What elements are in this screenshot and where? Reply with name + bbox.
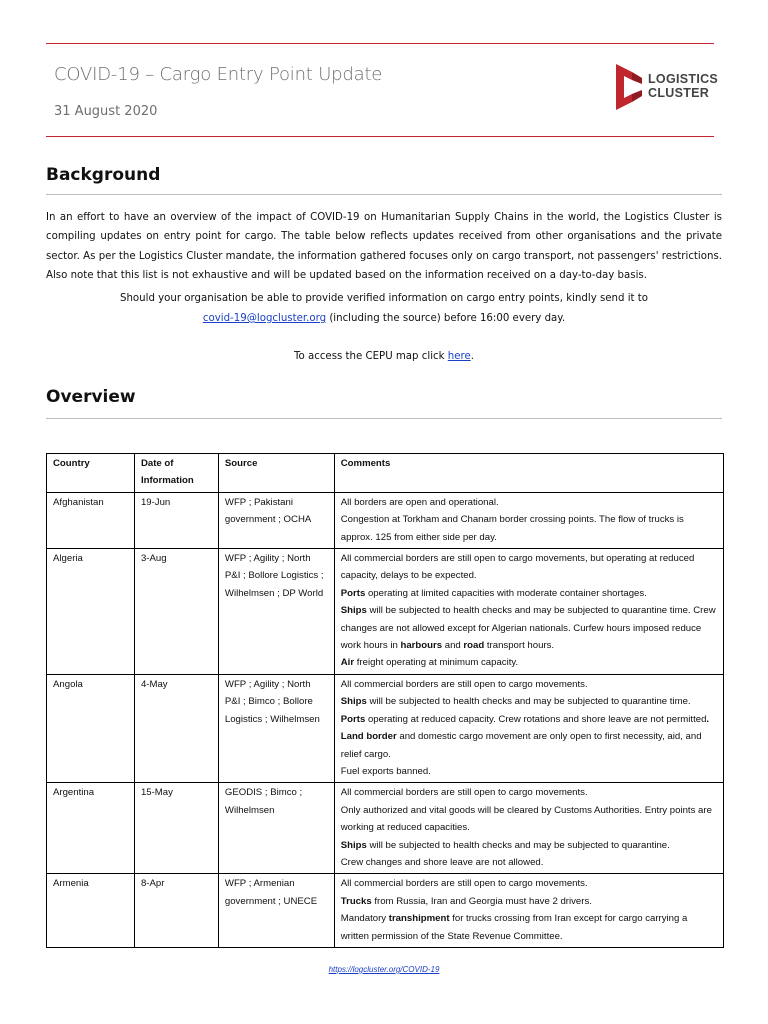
- comment-paragraph: [341, 728, 717, 763]
- cell-source: WFP ; Agility ; North P&I ; Bimco ; Bollore Logistics ; Wilhelmsen: [218, 674, 334, 782]
- cell-source: WFP ; Agility ; North P&I ; Bollore Logistics ; Wilhelmsen ; DP World: [218, 549, 334, 675]
- comment-text: Mandatory: [340, 913, 389, 925]
- map-access-line: [46, 351, 722, 362]
- cell-date: 3-Aug: [134, 549, 218, 675]
- cell-country: Algeria: [47, 549, 135, 675]
- comment-bold-text: Ports: [340, 587, 366, 599]
- comment-text: All commercial borders are still open to cargo movements.: [340, 787, 588, 799]
- cell-date: 4-May: [134, 674, 218, 782]
- cell-country: Afghanistan: [47, 492, 135, 548]
- cell-date: 8-Apr: [134, 874, 218, 948]
- cell-country: Armenia: [47, 874, 135, 948]
- email-link[interactable]: covid-19@logcluster.org: [202, 313, 327, 324]
- comment-paragraph: [341, 837, 717, 854]
- background-divider: [46, 194, 722, 195]
- cell-comments: [334, 492, 723, 548]
- comment-text: transport hours.: [484, 640, 555, 652]
- column-header-comments: Comments: [334, 454, 723, 493]
- table-row: [47, 492, 724, 548]
- comment-bold-text: Ships: [340, 605, 367, 617]
- comment-text: and domestic cargo movement are only open to first necessity, aid, and relief cargo.: [340, 731, 702, 760]
- map-prefix: To access the CEPU map click: [294, 351, 448, 362]
- cell-date: 19-Jun: [134, 492, 218, 548]
- comment-bold-text: road: [463, 640, 485, 652]
- comment-text: will be subjected to health checks and may be subjected to quarantine time. Crew changes are not allowed except for Algerian nationals. Curfew hours imposed reduce work hours in: [340, 605, 716, 652]
- table-row: [47, 783, 724, 874]
- comment-text: All borders are open and operational.: [340, 496, 499, 508]
- comment-paragraph: [341, 711, 717, 728]
- column-header-source: Source: [218, 454, 334, 493]
- map-link[interactable]: here: [447, 351, 471, 362]
- comment-text: freight operating at minimum capacity.: [354, 657, 519, 669]
- comment-paragraph: [341, 693, 717, 710]
- comment-bold-text: Land border: [340, 731, 397, 743]
- comment-text: and: [442, 640, 464, 652]
- comment-bold-text: Trucks: [340, 895, 372, 907]
- map-suffix: .: [470, 351, 474, 362]
- logo-line-1: LOGISTICS: [648, 72, 719, 86]
- column-header-country: Country: [47, 454, 135, 493]
- send-info-line-1: [46, 293, 722, 304]
- cell-comments: [334, 549, 723, 675]
- send-info-text: Should your organisation be able to provide verified information on cargo entry points, kindly send it to: [120, 293, 648, 304]
- cell-country: Angola: [47, 674, 135, 782]
- cell-comments: [334, 874, 723, 948]
- comment-text: will be subjected to health checks and may be subjected to quarantine time.: [366, 696, 691, 708]
- comment-text: All commercial borders are still open to cargo movements, but operating at reduced capacity, delays to be expected.: [340, 553, 695, 582]
- comment-paragraph: [341, 585, 717, 602]
- comment-bold-text: transhipment: [388, 913, 450, 925]
- header-top-rule: [46, 43, 714, 44]
- comment-text: Fuel exports banned.: [340, 765, 431, 777]
- comment-paragraph: [341, 802, 717, 837]
- comment-bold-text: .: [706, 713, 710, 725]
- logo-mark-icon: [612, 64, 646, 110]
- comment-paragraph: [341, 511, 717, 546]
- comment-paragraph: [341, 654, 717, 671]
- comment-paragraph: [341, 910, 717, 945]
- table-row: [47, 874, 724, 948]
- comment-text: Congestion at Torkham and Chanam border crossing points. The flow of trucks is approx. 125 from either side per day.: [340, 514, 684, 543]
- cell-source: WFP ; Armenian government ; UNECE: [218, 874, 334, 948]
- comment-text: for trucks crossing from Iran except for cargo carrying a written permission of the State Revenue Committee.: [340, 913, 688, 942]
- comment-text: operating at reduced capacity. Crew rotations and shore leave are not permitted: [365, 713, 707, 725]
- cell-source: WFP ; Pakistani government ; OCHA: [218, 492, 334, 548]
- overview-divider: [46, 418, 722, 419]
- comment-paragraph: [341, 494, 717, 511]
- cell-comments: [334, 674, 723, 782]
- background-heading: Background: [46, 165, 161, 185]
- comment-paragraph: [341, 875, 717, 892]
- comment-text: from Russia, Iran and Georgia must have 2 drivers.: [371, 895, 592, 907]
- table-row: [47, 549, 724, 675]
- document-title: COVID-19 – Cargo Entry Point Update: [54, 64, 383, 85]
- comment-bold-text: Ships: [340, 696, 367, 708]
- logo-line-2: CLUSTER: [648, 86, 710, 100]
- comment-bold-text: Ships: [340, 839, 367, 851]
- comment-text: All commercial borders are still open to cargo movements.: [340, 678, 588, 690]
- comment-text: All commercial borders are still open to cargo movements.: [340, 878, 588, 890]
- send-info-rest: (including the source) before 16:00 every day.: [326, 313, 566, 324]
- comment-bold-text: harbours: [400, 640, 443, 652]
- cell-date: 15-May: [134, 783, 218, 874]
- table-row: [47, 674, 724, 782]
- table-header-row: [47, 454, 724, 493]
- comment-text: Only authorized and vital goods will be cleared by Customs Authorities. Entry points are working at reduced capacities.: [340, 804, 712, 834]
- send-info-line-2: [46, 313, 722, 324]
- comment-paragraph: [341, 602, 717, 654]
- cell-source: GEODIS ; Bimco ; Wilhelmsen: [218, 783, 334, 874]
- comment-paragraph: [341, 784, 717, 801]
- comment-bold-text: Air: [340, 657, 355, 669]
- comment-bold-text: Ports: [340, 713, 366, 725]
- comment-paragraph: [341, 550, 717, 585]
- footer-url-link[interactable]: https://logcluster.org/COVID-19: [328, 965, 440, 974]
- overview-heading: Overview: [46, 387, 136, 407]
- cargo-entry-table: [46, 453, 724, 948]
- comment-text: Crew changes and shore leave are not allowed.: [340, 856, 544, 868]
- column-header-date: Date of Information: [134, 454, 218, 493]
- comment-paragraph: [341, 893, 717, 910]
- header-bottom-rule: [46, 136, 714, 137]
- comment-paragraph: [341, 763, 717, 780]
- comment-paragraph: [341, 854, 717, 871]
- document-date: 31 August 2020: [54, 104, 158, 119]
- comment-text: operating at limited capacities with moderate container shortages.: [365, 587, 647, 599]
- cell-comments: [334, 783, 723, 874]
- background-paragraph: In an effort to have an overview of the impact of COVID-19 on Humanitarian Supply Chains in the world, the Logistics Cluster is compiling updates on entry point for cargo. The table below reflects updates received from other organisations and the private sector. As per the Logistics Cluster mandate, the information gathered focuses only on cargo transport, not passengers' restrictions. Also note that this list is not exhaustive and will be updated based on the information received on a day-to-day basis.: [46, 212, 722, 282]
- cell-country: Argentina: [47, 783, 135, 874]
- logistics-cluster-logo: [612, 64, 722, 112]
- comment-text: will be subjected to health checks and may be subjected to quarantine.: [366, 839, 670, 851]
- comment-paragraph: [341, 676, 717, 693]
- logo-text: [648, 72, 718, 100]
